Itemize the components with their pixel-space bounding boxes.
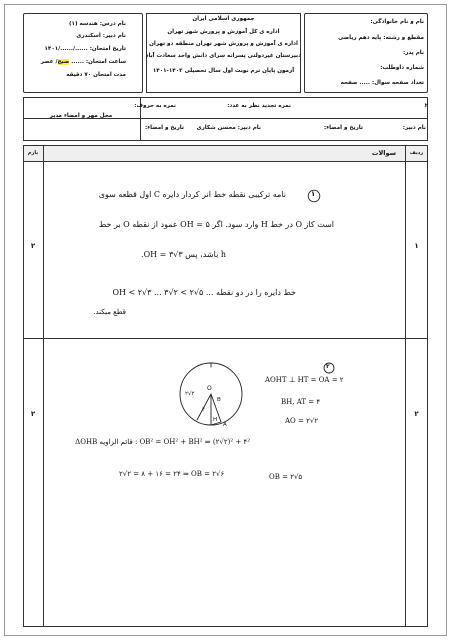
q2-work-l3: OB = ۲√۵ [269,473,303,481]
exam-time-morning: صبح [57,59,70,65]
q2-label-b: B [217,397,221,403]
q2-work-l2: ۲√۲ = ۸ + ۱۶ = ۲۴ ⇒ OB = ۲√۶ [119,470,225,478]
teacher-name-label: نام دبیر: [402,125,426,131]
row-2-score: ۲ [30,410,36,418]
subject-name: نام درس: هندسه (۱) [68,21,126,27]
sign-date-label-2: تاریخ و امضاء: [144,125,184,131]
student-name-label: نام و نام خانوادگی: [370,19,424,25]
father-name-label: نام پدر: [402,50,424,56]
grading-col-number: ۲ [424,103,428,109]
teacher-name-shekari: نام دبیر: محسن شکاری [196,125,261,131]
q1-line-4: خط دایره را در دو نقطه ... OH < ۲√۳ ... ۳√۲ < ۲√۵ [112,288,296,297]
q2-work-r2: BH, AT = ۴ [281,398,321,406]
header-line-2: اداره ی کل آموزش و پرورش شهر تهران [167,29,280,35]
q2-label-a: A [223,422,227,428]
exam-date: تاریخ امتحان: ....../....../۱۴۰۱ [44,46,126,52]
sign-date-label: تاریخ و امضاء: [323,125,363,131]
col-header-row: ردیف [409,150,424,156]
q1-line-2: است کاز O در خط H وارد سود. اگر OH = ۵ عمود از نقطه O بر خط [98,220,334,229]
row-1-number: ۱ [414,242,419,250]
page-count-label: تعداد صفحه سوال: ..... صفحه [340,80,424,86]
q2-work-r3: AO = ۲√۲ [285,417,319,425]
q2-label-4: ۴ [202,407,205,413]
grade-label: مقطع و رشته: پایه دهم ریاضی [338,35,424,41]
exam-time [41,59,126,66]
q2-work-r1: AOHT ⊥ HT = OA = ۲ [265,376,344,384]
header-line-1: جمهوری اسلامی ایران [192,16,255,22]
col-header-score: بارم [27,150,39,156]
header-line-3: اداره ی آموزش و پرورش شهر تهران منطقه دو تهران [149,41,298,47]
row-2-number: ۲ [414,410,419,418]
q2-label-o: O [207,385,212,392]
row-1-score: ۲ [30,242,36,250]
review-grade-label: نمره تجدید نظر به عدد: [227,103,291,109]
table-header-bg [24,146,427,161]
q2-number: ۲ [326,363,330,370]
exam-time-evening: / عصر [40,59,58,65]
header-line-5: آزمون پایان ترم نوبت اول سال تحصیلی ۱۴۰۲-۱۴۰۱ [152,68,295,74]
score-col-divider [43,145,44,627]
q1-number: ۱ [311,190,316,198]
header-line-4: دبیرستان غیردولتی پسرانه سرای دانش واحد سعادت آباد [145,53,301,59]
q1-line-1: نامه ترکیبی نقطه خط انر کردار دایره C اول قطعه سوی [98,190,286,199]
exam-time-label: ساعت امتحان: ...... [69,59,126,65]
row-col-divider [405,145,406,627]
exam-number-label: شماره داوطلب: [380,65,424,71]
col-header-questions: سوالات [371,149,396,157]
exam-duration: مدت امتحان ۷۰ دقیقه [66,72,126,78]
exam-page [4,4,447,636]
grade-letters-label: نمره به حروف: [134,103,176,109]
q2-label-r: ۲√۲ [185,391,195,397]
q1-line-3: h باشد، پس ۳√۳ = OH. [141,250,226,259]
q2-label-h: H [213,417,218,423]
teacher-name-header: نام دبیر: اسکندری [76,33,126,39]
principal-sign-label: محل مهر و امضاء مدیر [49,113,113,119]
table-header-line [23,161,428,162]
row-1-divider [23,338,428,339]
q2-work-l1: OB² = OH² + BH² ⇒ (۲√۲)² + ۴² : قائم الزاویه ΔOHB [75,438,250,446]
q1-line-5: قطع میکند. [93,308,126,316]
